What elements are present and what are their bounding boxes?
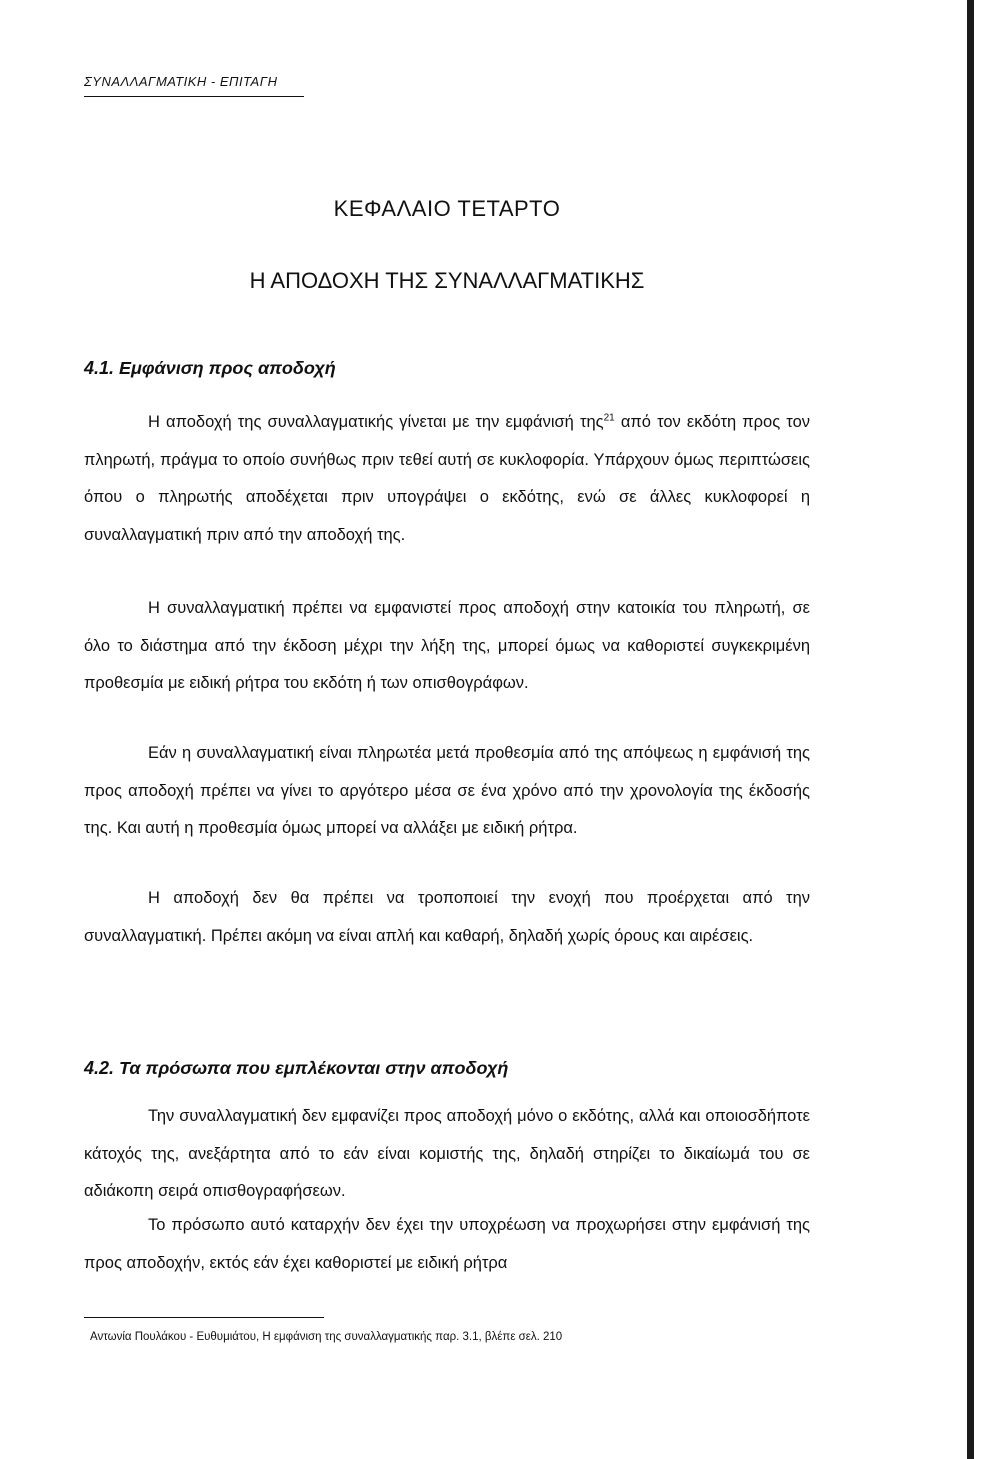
- footnote-rule: [84, 1317, 324, 1318]
- page-edge-shadow: [967, 0, 974, 1459]
- paragraph-1-text-a: Η αποδοχή της συναλλαγματικής γίνεται με την εμφάνισή της: [148, 413, 604, 431]
- section-heading-4-1: 4.1. Εμφάνιση προς αποδοχή: [84, 358, 336, 378]
- running-head: ΣΥΝΑΛΛΑΓΜΑΤΙΚΗ - ΕΠΙΤΑΓΗ: [84, 74, 278, 89]
- running-head-rule: [84, 96, 304, 97]
- paragraph-6: [84, 1207, 810, 1282]
- footnote: Αντωνία Πουλάκου - Ευθυμιάτου, Η εμφάνιση της συναλλαγματικής παρ. 3.1, βλέπε σελ. 210: [90, 1331, 563, 1343]
- section-heading-4-2: 4.2. Τα πρόσωπα που εμπλέκονται στην αποδοχή: [84, 1058, 509, 1078]
- paragraph-6-text: Το πρόσωπο αυτό καταρχήν δεν έχει την υποχρέωση να προχωρήσει στην εμφάνισή της προς αποδοχήν, εκτός εάν έχει καθοριστεί με ειδική ρήτρα: [84, 1216, 810, 1272]
- paragraph-4: [84, 880, 810, 955]
- paragraph-2: [84, 590, 810, 703]
- paragraph-5-text: Την συναλλαγματική δεν εμφανίζει προς αποδοχή μόνο ο εκδότης, αλλά και οποιοσδήποτε κάτοχός της, ανεξάρτητα από το εάν είναι κομιστής της, δηλαδή στηρίζει το δικαίωμά του σε αδιάκοπη σειρά οπισθογραφήσεων.: [84, 1107, 810, 1200]
- paragraph-3: [84, 735, 810, 848]
- paragraph-2-text: Η συναλλαγματική πρέπει να εμφανιστεί προς αποδοχή στην κατοικία του πληρωτή, σε όλο το διάστημα από την έκδοση μέχρι την λήξη της, μπορεί όμως να καθοριστεί συγκεκριμένη προθεσμία με ειδική ρήτρα του εκδότη ή των οπισθογράφων.: [84, 599, 810, 692]
- paragraph-1-text-b: από τον εκδότη προς τον πληρωτή, πράγμα το οποίο συνήθως πριν τεθεί αυτή σε κυκλοφορία. Υπάρχουν όμως περιπτώσεις όπου ο πληρωτής αποδέχεται πριν υπογράψει ο εκδότης, ενώ σε άλλες κυκλοφορεί η συναλλαγματική πριν από την αποδοχή της.: [84, 413, 810, 544]
- chapter-number: ΚΕΦΑΛΑΙΟ ΤΕΤΑΡΤΟ: [333, 196, 561, 221]
- paragraph-3-text: Εάν η συναλλαγματική είναι πληρωτέα μετά προθεσμία από της απόψεως η εμφάνισή της προς αποδοχή πρέπει να γίνει το αργότερο μέσα σε ένα χρόνο από την χρονολογία της έκδοσής της. Και αυτή η προθεσμία όμως μπορεί να αλλάξει με ειδική ρήτρα.: [84, 744, 810, 837]
- paragraph-4-text: Η αποδοχή δεν θα πρέπει να τροποποιεί την ενοχή που προέρχεται από την συναλλαγματική. Πρέπει ακόμη να είναι απλή και καθαρή, δηλαδή χωρίς όρους και αιρέσεις.: [84, 889, 810, 945]
- footnote-marker: 21: [603, 412, 615, 424]
- chapter-title: Η ΑΠΟΔΟΧΗ ΤΗΣ ΣΥΝΑΛΛΑΓΜΑΤΙΚΗΣ: [249, 268, 645, 293]
- paragraph-5: [84, 1098, 810, 1211]
- paragraph-1: [84, 404, 810, 554]
